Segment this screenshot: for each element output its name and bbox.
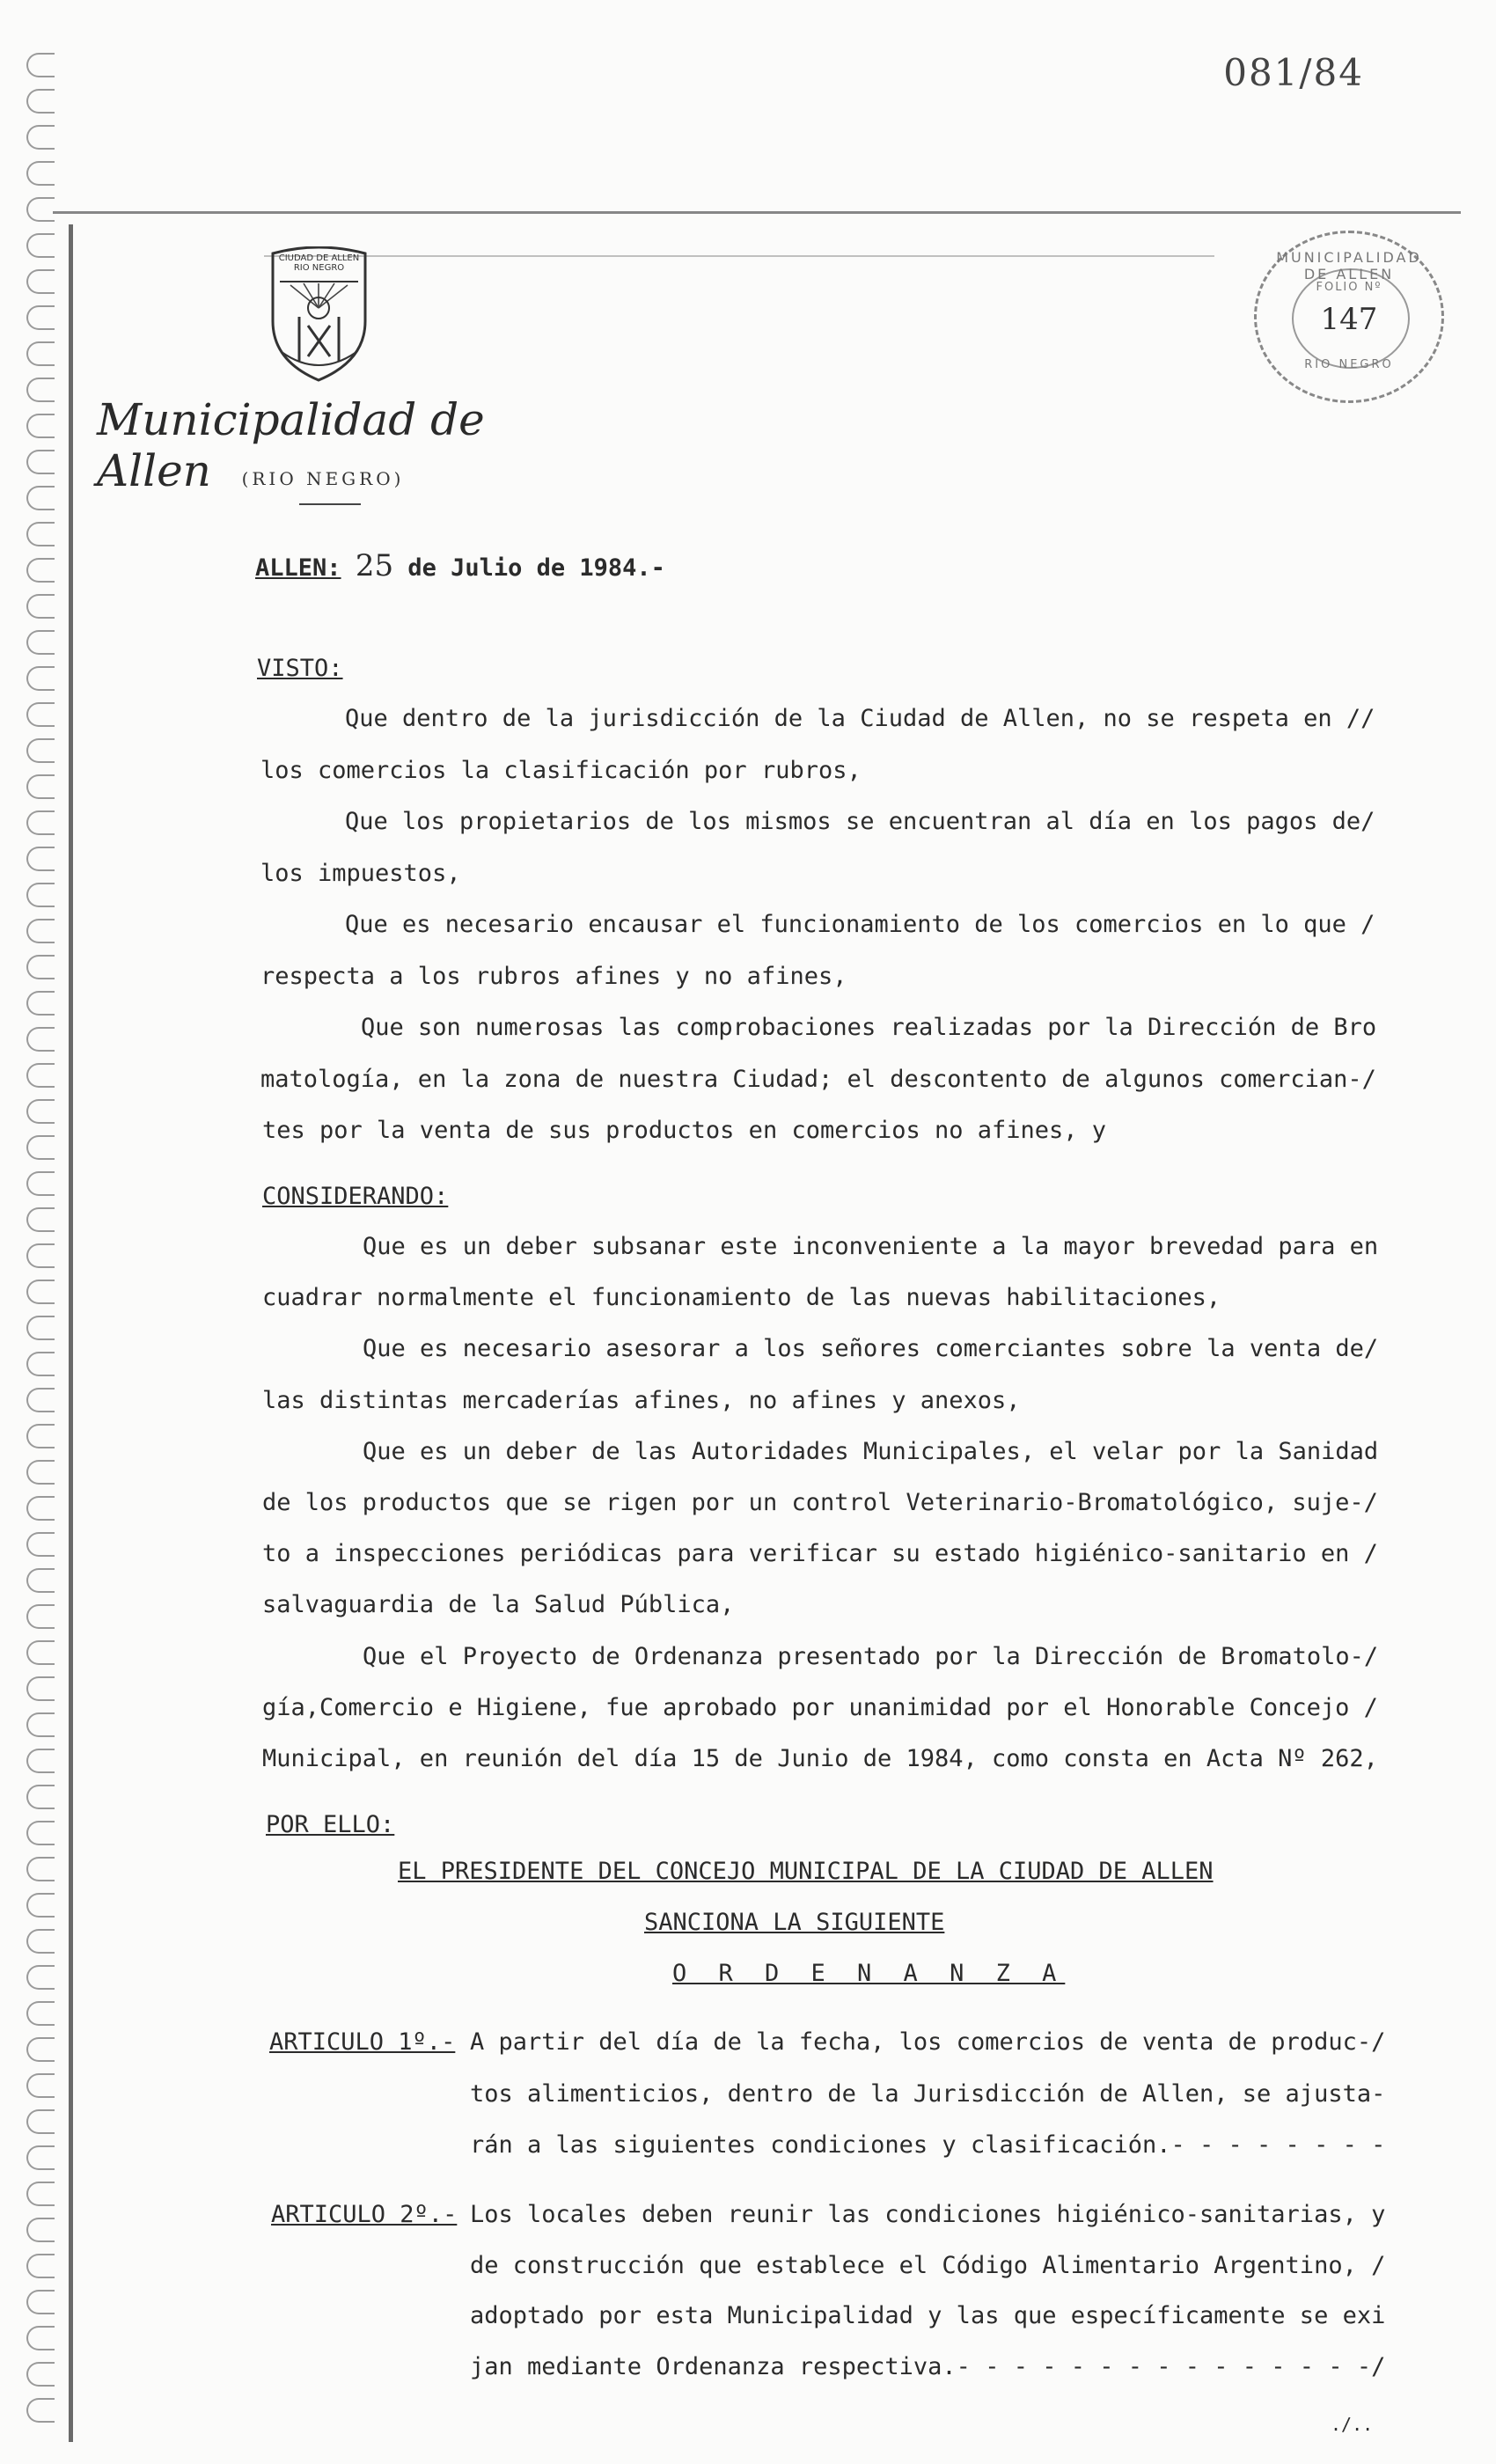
articulo2-line: Los locales deben reunir las condiciones higiénico-sanitarias, y <box>470 2201 1386 2228</box>
binder-hole <box>26 1424 55 1448</box>
binder-hole <box>26 738 55 763</box>
binder-holes <box>26 53 62 2446</box>
binder-hole <box>26 1749 55 1773</box>
visto-line: los comercios la clasificación por rubros, <box>260 756 862 784</box>
stamp-folio-number: 147 <box>1320 302 1378 337</box>
binder-hole <box>26 774 55 799</box>
articulo2-line: adoptado por esta Municipalidad y las que específicamente se exi <box>470 2302 1386 2329</box>
binder-hole <box>26 2290 55 2314</box>
articulo2-label: ARTICULO 2º.- <box>271 2201 458 2228</box>
articulo1-label: ARTICULO 1º.- <box>269 2028 456 2056</box>
handwritten-folio: 081/84 <box>1223 51 1364 94</box>
visto-line: tes por la venta de sus productos en comercios no afines, y <box>262 1117 1107 1144</box>
ordenanza-heading: O R D E N A N Z A <box>672 1960 1066 1987</box>
binder-hole <box>26 161 55 186</box>
stamp-folio-label: FOLIO Nº <box>1316 281 1382 294</box>
binder-hole <box>26 197 55 222</box>
considerando-line: de los productos que se rigen por un control Veterinario-Bromatológico, suje-/ <box>262 1489 1378 1516</box>
considerando-line: Que es un deber subsanar este inconveniente a la mayor brevedad para en <box>363 1233 1379 1260</box>
top-rule <box>53 211 1461 214</box>
binder-hole <box>26 2037 55 2062</box>
binder-hole <box>26 1171 55 1196</box>
date-rest: de Julio de 1984.- <box>407 554 665 582</box>
binder-hole <box>26 1207 55 1232</box>
binder-hole <box>26 630 55 655</box>
binder-hole <box>26 1460 55 1485</box>
visto-line: Que dentro de la jurisdicción de la Ciudad de Allen, no se respeta en // <box>345 705 1375 732</box>
binder-hole <box>26 2362 55 2387</box>
binder-hole <box>26 1099 55 1124</box>
binder-hole <box>26 450 55 474</box>
binder-hole <box>26 269 55 294</box>
binder-hole <box>26 702 55 727</box>
binder-hole <box>26 1857 55 1881</box>
articulo1-line: tos alimenticios, dentro de la Jurisdicción de Allen, se ajusta- <box>470 2079 1386 2108</box>
binder-hole <box>26 378 55 402</box>
binder-hole <box>26 991 55 1016</box>
binder-hole <box>26 1496 55 1521</box>
stamp-ring-bottom-text: RIO NEGRO <box>1304 358 1394 371</box>
articulo2-line: jan mediante Ordenanza respectiva.- - - - - - - - - - - - - - -/ <box>470 2352 1386 2380</box>
articulo1-line: rán a las siguientes condiciones y clasificación.- - - - - - - - <box>470 2131 1386 2159</box>
considerando-line: Municipal, en reunión del día 15 de Junio de 1984, como consta en Acta Nº 262, <box>262 1745 1378 1772</box>
binder-hole <box>26 883 55 907</box>
considerando-line: to a inspecciones periódicas para verificar su estado higiénico-sanitario en / <box>262 1540 1378 1568</box>
binder-hole <box>26 666 55 691</box>
crest-caption-city: CIUDAD DE ALLEN <box>278 253 360 263</box>
page-continue-mark: ./.. <box>1331 2414 1374 2435</box>
letterhead-underline <box>299 503 361 505</box>
binder-hole <box>26 1676 55 1701</box>
visto-line: Que es necesario encausar el funcionamiento de los comercios en lo que / <box>345 911 1375 938</box>
binder-hole <box>26 919 55 943</box>
articulo2-line: de construcción que establece el Código Alimentario Argentino, / <box>470 2251 1386 2279</box>
binder-hole <box>26 2109 55 2134</box>
binder-hole <box>26 89 55 114</box>
binder-hole <box>26 1027 55 1052</box>
binder-hole <box>26 1965 55 1990</box>
binder-hole <box>26 2254 55 2278</box>
articulo1-line: A partir del día de la fecha, los comercios de venta de produc-/ <box>470 2028 1386 2056</box>
considerando-line: Que el Proyecto de Ordenanza presentado por la Dirección de Bromatolo-/ <box>363 1642 1379 1670</box>
binder-hole <box>26 305 55 330</box>
binder-hole <box>26 1785 55 1809</box>
binder-hole <box>26 1893 55 1918</box>
binder-hole <box>26 1135 55 1160</box>
binder-hole <box>26 1712 55 1737</box>
por-ello-heading: POR ELLO: <box>266 1811 395 1838</box>
presidente-heading: EL PRESIDENTE DEL CONCEJO MUNICIPAL DE LA CIUDAD DE ALLEN <box>398 1858 1214 1885</box>
binder-hole <box>26 1280 55 1304</box>
left-margin-rule <box>69 224 73 2442</box>
folio-stamp <box>1254 231 1444 403</box>
visto-line: Que los propietarios de los mismos se encuentran al día en los pagos de/ <box>345 808 1375 835</box>
binder-hole <box>26 2145 55 2170</box>
binder-hole <box>26 558 55 583</box>
binder-hole <box>26 233 55 258</box>
binder-hole <box>26 1604 55 1629</box>
binder-hole <box>26 2182 55 2206</box>
top-rule-secondary <box>264 255 1214 257</box>
binder-hole <box>26 53 55 77</box>
visto-line: matología, en la zona de nuestra Ciudad; el descontento de algunos comercian-/ <box>260 1065 1376 1093</box>
crest-caption <box>273 253 365 273</box>
binder-hole <box>26 1568 55 1593</box>
sanciona-heading: SANCIONA LA SIGUIENTE <box>644 1909 945 1936</box>
binder-hole <box>26 125 55 150</box>
considerando-line: gía,Comercio e Higiene, fue aprobado por unanimidad por el Honorable Concejo / <box>262 1693 1378 1721</box>
binder-hole <box>26 2398 55 2423</box>
binder-hole <box>26 955 55 979</box>
binder-hole <box>26 2073 55 2098</box>
date-line <box>255 548 665 583</box>
letterhead-title: Municipalidad de Allen <box>97 394 485 496</box>
binder-hole <box>26 810 55 835</box>
binder-hole <box>26 1821 55 1845</box>
considerando-heading: CONSIDERANDO: <box>262 1183 449 1210</box>
binder-hole <box>26 1640 55 1665</box>
date-label: ALLEN: <box>255 554 341 582</box>
visto-heading: VISTO: <box>257 655 343 682</box>
considerando-line: Que es un deber de las Autoridades Municipales, el velar por la Sanidad <box>363 1437 1379 1465</box>
considerando-line: las distintas mercaderías afines, no afines y anexos, <box>262 1386 1021 1414</box>
binder-hole <box>26 1352 55 1376</box>
visto-line: Que son numerosas las comprobaciones realizadas por la Dirección de Bro <box>361 1014 1377 1041</box>
binder-hole <box>26 2218 55 2242</box>
binder-hole <box>26 1243 55 1268</box>
binder-hole <box>26 2326 55 2350</box>
binder-hole <box>26 847 55 871</box>
binder-hole <box>26 522 55 546</box>
binder-hole <box>26 341 55 366</box>
binder-hole <box>26 486 55 510</box>
binder-hole <box>26 1388 55 1412</box>
crest-caption-province: RIO NEGRO <box>293 263 345 273</box>
binder-hole <box>26 414 55 438</box>
visto-line: respecta a los rubros afines y no afines, <box>260 962 847 990</box>
considerando-line: Que es necesario asesorar a los señores comerciantes sobre la venta de/ <box>363 1335 1379 1363</box>
binder-hole <box>26 594 55 619</box>
binder-hole <box>26 1532 55 1557</box>
letterhead-subtitle: (RIO NEGRO) <box>241 468 405 489</box>
visto-line: los impuestos, <box>260 859 461 887</box>
date-day: 25 <box>355 548 394 583</box>
binder-hole <box>26 1316 55 1340</box>
binder-hole <box>26 2001 55 2026</box>
considerando-line: cuadrar normalmente el funcionamiento de las nuevas habilitaciones, <box>262 1284 1221 1312</box>
considerando-line: salvaguardia de la Salud Pública, <box>262 1591 735 1619</box>
stamp-ring-top-text: MUNICIPALIDAD DE ALLEN <box>1276 249 1422 282</box>
binder-hole <box>26 1063 55 1088</box>
binder-hole <box>26 1929 55 1954</box>
